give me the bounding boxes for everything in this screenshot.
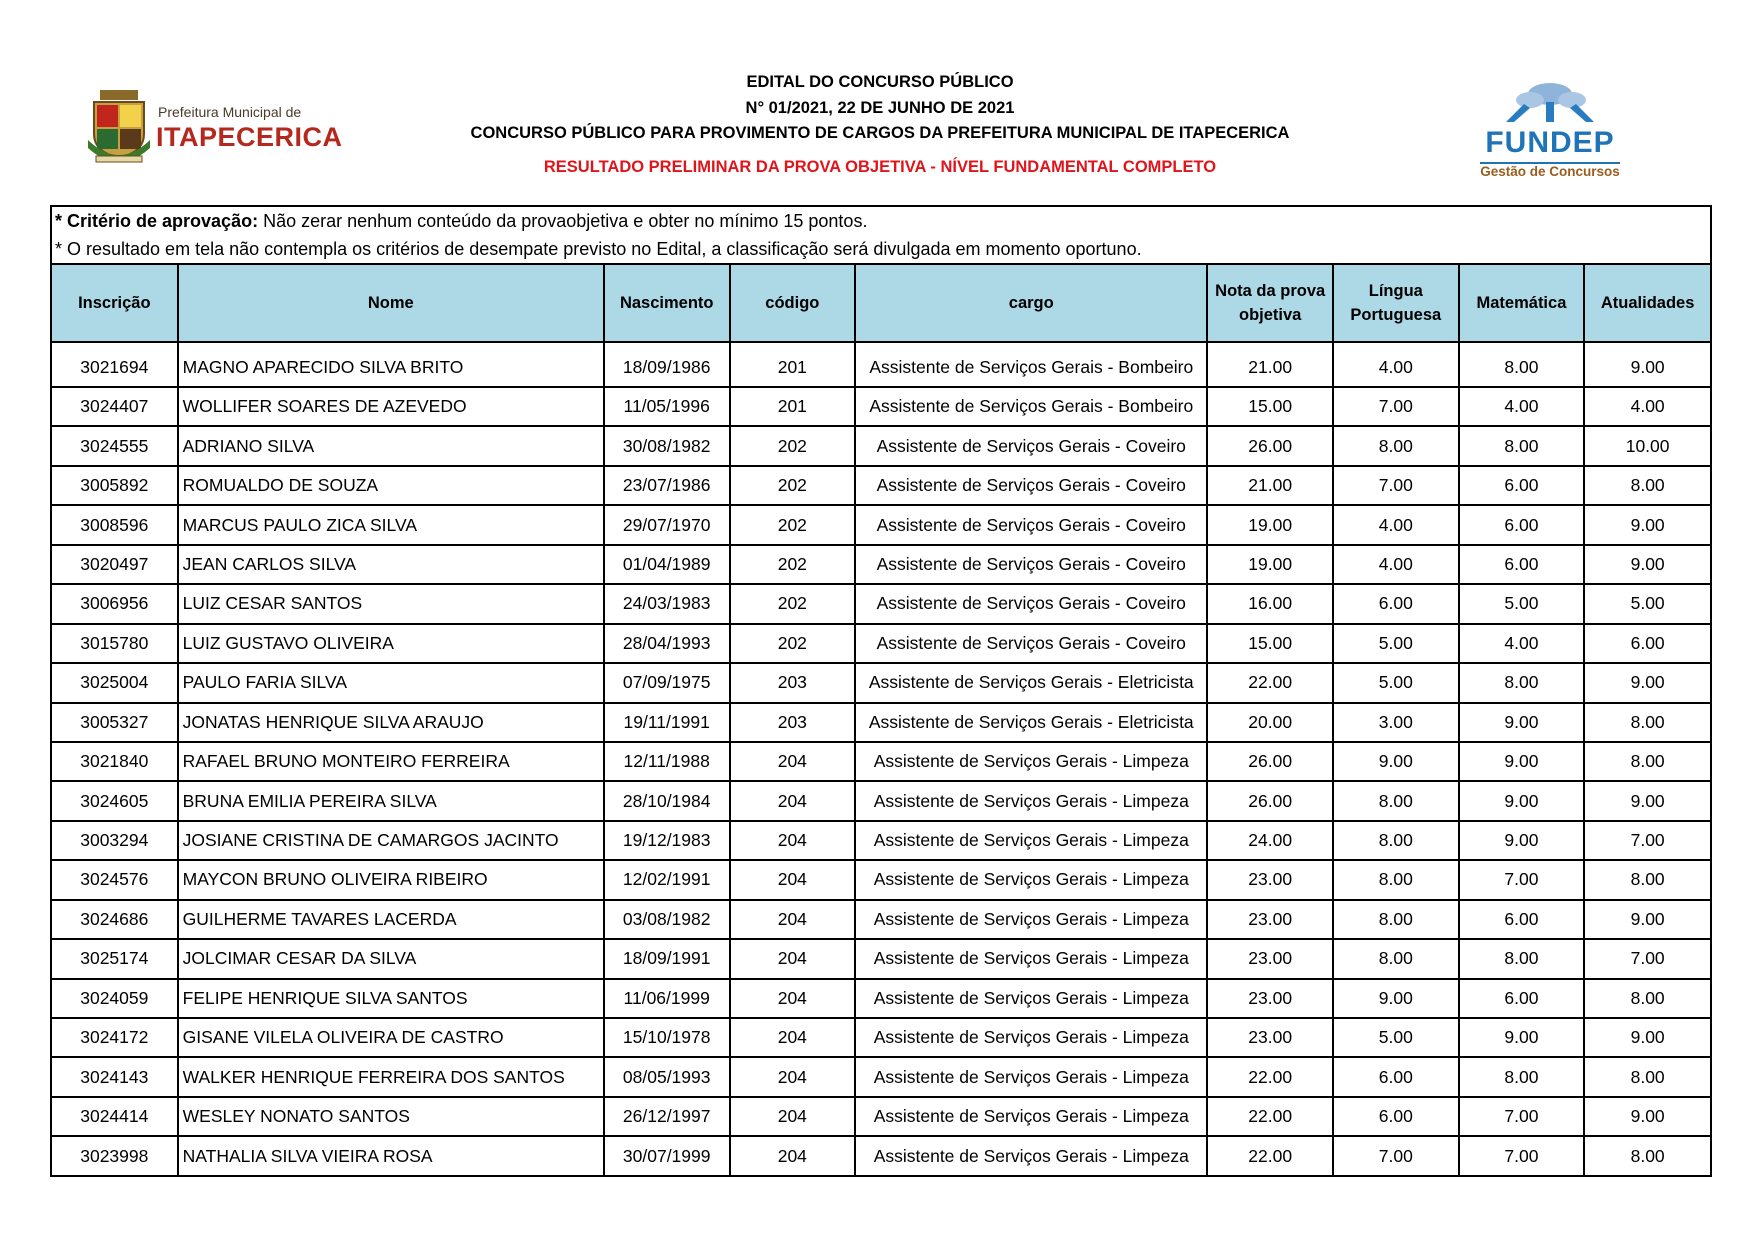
lingua-cell: 8.00 <box>1333 900 1459 939</box>
inscricao-cell: 3025004 <box>52 663 178 702</box>
table-row <box>52 781 1710 820</box>
cargo-cell: Assistente de Serviços Gerais - Limpeza <box>855 979 1207 1018</box>
inscricao-cell: 3024576 <box>52 860 178 899</box>
table-row <box>52 663 1710 702</box>
codigo-cell: 201 <box>730 387 856 426</box>
atualidades-cell: 7.00 <box>1584 821 1710 860</box>
nome-cell: FELIPE HENRIQUE SILVA SANTOS <box>178 979 604 1018</box>
nascimento-cell: 29/07/1970 <box>604 505 730 544</box>
nota-cell: 16.00 <box>1207 584 1333 623</box>
atualidades-cell: 8.00 <box>1584 466 1710 505</box>
table-row <box>52 939 1710 978</box>
atualidades-cell: 9.00 <box>1584 505 1710 544</box>
nascimento-cell: 12/02/1991 <box>604 860 730 899</box>
table-row <box>52 1018 1710 1057</box>
nota-cell: 19.00 <box>1207 505 1333 544</box>
lingua-cell: 6.00 <box>1333 584 1459 623</box>
atualidades-cell: 9.00 <box>1584 1018 1710 1057</box>
atualidades-cell: 9.00 <box>1584 545 1710 584</box>
cargo-cell: Assistente de Serviços Gerais - Coveiro <box>855 466 1207 505</box>
nascimento-cell: 15/10/1978 <box>604 1018 730 1057</box>
matematica-cell: 6.00 <box>1459 979 1585 1018</box>
inscricao-cell: 3008596 <box>52 505 178 544</box>
nascimento-cell: 30/07/1999 <box>604 1136 730 1174</box>
cargo-cell: Assistente de Serviços Gerais - Limpeza <box>855 860 1207 899</box>
nome-cell: JOLCIMAR CESAR DA SILVA <box>178 939 604 978</box>
matematica-cell: 6.00 <box>1459 545 1585 584</box>
cargo-cell: Assistente de Serviços Gerais - Coveiro <box>855 545 1207 584</box>
table-header-row <box>52 265 1710 342</box>
matematica-cell: 9.00 <box>1459 1018 1585 1057</box>
codigo-cell: 204 <box>730 821 856 860</box>
col-header-nome: Nome <box>178 265 604 342</box>
table-row <box>52 545 1710 584</box>
lingua-cell: 4.00 <box>1333 545 1459 584</box>
nome-cell: BRUNA EMILIA PEREIRA SILVA <box>178 781 604 820</box>
nota-cell: 23.00 <box>1207 900 1333 939</box>
nascimento-cell: 18/09/1991 <box>604 939 730 978</box>
nascimento-cell: 23/07/1986 <box>604 466 730 505</box>
nota-cell: 15.00 <box>1207 624 1333 663</box>
cargo-cell: Assistente de Serviços Gerais - Limpeza <box>855 900 1207 939</box>
table-row <box>52 624 1710 663</box>
title-line-3: CONCURSO PÚBLICO PARA PROVIMENTO DE CARGOS DA PREFEITURA MUNICIPAL DE ITAPECERICA <box>470 124 1290 142</box>
matematica-cell: 8.00 <box>1459 1057 1585 1096</box>
codigo-cell: 204 <box>730 781 856 820</box>
nome-cell: MAYCON BRUNO OLIVEIRA RIBEIRO <box>178 860 604 899</box>
codigo-cell: 202 <box>730 584 856 623</box>
col-header-inscricao: Inscrição <box>52 265 178 342</box>
codigo-cell: 202 <box>730 466 856 505</box>
nome-cell: ADRIANO SILVA <box>178 426 604 465</box>
city-crest-icon <box>86 90 152 166</box>
nascimento-cell: 26/12/1997 <box>604 1097 730 1136</box>
matematica-cell: 8.00 <box>1459 663 1585 702</box>
matematica-cell: 8.00 <box>1459 342 1585 387</box>
nota-cell: 24.00 <box>1207 821 1333 860</box>
fundep-logo <box>1470 78 1630 178</box>
nota-cell: 26.00 <box>1207 742 1333 781</box>
title-line-2: N° 01/2021, 22 DE JUNHO DE 2021 <box>745 98 1015 117</box>
nome-cell: JEAN CARLOS SILVA <box>178 545 604 584</box>
nota-cell: 23.00 <box>1207 979 1333 1018</box>
matematica-cell: 7.00 <box>1459 1136 1585 1174</box>
fundep-logo-name: FUNDEP <box>1485 126 1615 159</box>
col-header-codigo: código <box>730 265 856 342</box>
col-header-nota-line1: Nota da prova <box>1215 282 1326 300</box>
nascimento-cell: 11/06/1999 <box>604 979 730 1018</box>
matematica-cell: 7.00 <box>1459 860 1585 899</box>
nome-cell: RAFAEL BRUNO MONTEIRO FERREIRA <box>178 742 604 781</box>
table-row <box>52 821 1710 860</box>
nascimento-cell: 01/04/1989 <box>604 545 730 584</box>
results-sheet <box>50 205 1712 1177</box>
table-row <box>52 703 1710 742</box>
cargo-cell: Assistente de Serviços Gerais - Bombeiro <box>855 387 1207 426</box>
cargo-cell: Assistente de Serviços Gerais - Limpeza <box>855 1136 1207 1174</box>
inscricao-cell: 3025174 <box>52 939 178 978</box>
col-header-lingua-line2: Portuguesa <box>1350 306 1442 324</box>
lingua-cell: 7.00 <box>1333 466 1459 505</box>
cargo-cell: Assistente de Serviços Gerais - Limpeza <box>855 821 1207 860</box>
cargo-cell: Assistente de Serviços Gerais - Coveiro <box>855 426 1207 465</box>
atualidades-cell: 9.00 <box>1584 342 1710 387</box>
codigo-cell: 204 <box>730 860 856 899</box>
document-header <box>0 0 1755 200</box>
criteria-line-1 <box>55 207 1707 235</box>
table-body <box>52 342 1710 1175</box>
table-row <box>52 505 1710 544</box>
lingua-cell: 3.00 <box>1333 703 1459 742</box>
inscricao-cell: 3024059 <box>52 979 178 1018</box>
col-header-lingua-line1: Língua <box>1368 282 1423 300</box>
nota-cell: 15.00 <box>1207 387 1333 426</box>
matematica-cell: 8.00 <box>1459 426 1585 465</box>
matematica-cell: 8.00 <box>1459 939 1585 978</box>
inscricao-cell: 3024555 <box>52 426 178 465</box>
matematica-cell: 4.00 <box>1459 387 1585 426</box>
nome-cell: JOSIANE CRISTINA DE CAMARGOS JACINTO <box>178 821 604 860</box>
nascimento-cell: 28/10/1984 <box>604 781 730 820</box>
atualidades-cell: 10.00 <box>1584 426 1710 465</box>
nascimento-cell: 19/12/1983 <box>604 821 730 860</box>
nome-cell: GISANE VILELA OLIVEIRA DE CASTRO <box>178 1018 604 1057</box>
nota-cell: 26.00 <box>1207 426 1333 465</box>
cargo-cell: Assistente de Serviços Gerais - Limpeza <box>855 1057 1207 1096</box>
table-row <box>52 426 1710 465</box>
matematica-cell: 6.00 <box>1459 900 1585 939</box>
nome-cell: LUIZ GUSTAVO OLIVEIRA <box>178 624 604 663</box>
table-row <box>52 1136 1710 1174</box>
nome-cell: WOLLIFER SOARES DE AZEVEDO <box>178 387 604 426</box>
codigo-cell: 204 <box>730 939 856 978</box>
codigo-cell: 201 <box>730 342 856 387</box>
lingua-cell: 8.00 <box>1333 860 1459 899</box>
prefeitura-logo-line2: ITAPECERICA <box>156 122 343 152</box>
inscricao-cell: 3006956 <box>52 584 178 623</box>
nascimento-cell: 03/08/1982 <box>604 900 730 939</box>
nascimento-cell: 08/05/1993 <box>604 1057 730 1096</box>
table-row <box>52 900 1710 939</box>
table-row <box>52 466 1710 505</box>
codigo-cell: 204 <box>730 1018 856 1057</box>
lingua-cell: 4.00 <box>1333 342 1459 387</box>
matematica-cell: 6.00 <box>1459 466 1585 505</box>
lingua-cell: 8.00 <box>1333 821 1459 860</box>
col-header-lingua <box>1333 265 1459 342</box>
nascimento-cell: 07/09/1975 <box>604 663 730 702</box>
codigo-cell: 202 <box>730 545 856 584</box>
codigo-cell: 204 <box>730 979 856 1018</box>
criteria-line-2: * O resultado em tela não contempla os critérios de desempate previsto no Edital, a classificação será divulgada em momento oportuno. <box>55 239 1142 259</box>
matematica-cell: 6.00 <box>1459 505 1585 544</box>
cargo-cell: Assistente de Serviços Gerais - Coveiro <box>855 624 1207 663</box>
approval-criteria <box>52 207 1710 265</box>
nome-cell: PAULO FARIA SILVA <box>178 663 604 702</box>
atualidades-cell: 4.00 <box>1584 387 1710 426</box>
codigo-cell: 204 <box>730 742 856 781</box>
nota-cell: 21.00 <box>1207 466 1333 505</box>
inscricao-cell: 3015780 <box>52 624 178 663</box>
nome-cell: LUIZ CESAR SANTOS <box>178 584 604 623</box>
lingua-cell: 6.00 <box>1333 1097 1459 1136</box>
nascimento-cell: 18/09/1986 <box>604 342 730 387</box>
fundep-cloud-icon <box>1500 78 1600 124</box>
codigo-cell: 203 <box>730 663 856 702</box>
cargo-cell: Assistente de Serviços Gerais - Limpeza <box>855 781 1207 820</box>
table-row <box>52 584 1710 623</box>
table-row <box>52 979 1710 1018</box>
matematica-cell: 5.00 <box>1459 584 1585 623</box>
nome-cell: MARCUS PAULO ZICA SILVA <box>178 505 604 544</box>
nota-cell: 23.00 <box>1207 860 1333 899</box>
cargo-cell: Assistente de Serviços Gerais - Limpeza <box>855 742 1207 781</box>
atualidades-cell: 8.00 <box>1584 703 1710 742</box>
codigo-cell: 204 <box>730 1057 856 1096</box>
cargo-cell: Assistente de Serviços Gerais - Limpeza <box>855 1097 1207 1136</box>
cargo-cell: Assistente de Serviços Gerais - Eletricista <box>855 703 1207 742</box>
nota-cell: 23.00 <box>1207 939 1333 978</box>
inscricao-cell: 3024605 <box>52 781 178 820</box>
inscricao-cell: 3023998 <box>52 1136 178 1174</box>
atualidades-cell: 8.00 <box>1584 860 1710 899</box>
lingua-cell: 7.00 <box>1333 387 1459 426</box>
inscricao-cell: 3020497 <box>52 545 178 584</box>
cargo-cell: Assistente de Serviços Gerais - Limpeza <box>855 1018 1207 1057</box>
table-row <box>52 342 1710 387</box>
table-row <box>52 860 1710 899</box>
lingua-cell: 8.00 <box>1333 781 1459 820</box>
nome-cell: ROMUALDO DE SOUZA <box>178 466 604 505</box>
lingua-cell: 5.00 <box>1333 663 1459 702</box>
atualidades-cell: 9.00 <box>1584 781 1710 820</box>
lingua-cell: 8.00 <box>1333 939 1459 978</box>
nota-cell: 22.00 <box>1207 663 1333 702</box>
lingua-cell: 7.00 <box>1333 1136 1459 1174</box>
nome-cell: GUILHERME TAVARES LACERDA <box>178 900 604 939</box>
nota-cell: 23.00 <box>1207 1018 1333 1057</box>
nome-cell: WALKER HENRIQUE FERREIRA DOS SANTOS <box>178 1057 604 1096</box>
matematica-cell: 9.00 <box>1459 742 1585 781</box>
col-header-matematica: Matemática <box>1459 265 1585 342</box>
cargo-cell: Assistente de Serviços Gerais - Bombeiro <box>855 342 1207 387</box>
codigo-cell: 204 <box>730 900 856 939</box>
nome-cell: JONATAS HENRIQUE SILVA ARAUJO <box>178 703 604 742</box>
nota-cell: 22.00 <box>1207 1136 1333 1174</box>
cargo-cell: Assistente de Serviços Gerais - Coveiro <box>855 505 1207 544</box>
nota-cell: 19.00 <box>1207 545 1333 584</box>
table-row <box>52 387 1710 426</box>
atualidades-cell: 8.00 <box>1584 979 1710 1018</box>
codigo-cell: 204 <box>730 1097 856 1136</box>
nascimento-cell: 19/11/1991 <box>604 703 730 742</box>
table-row <box>52 1097 1710 1136</box>
nota-cell: 21.00 <box>1207 342 1333 387</box>
lingua-cell: 9.00 <box>1333 742 1459 781</box>
title-line-1: EDITAL DO CONCURSO PÚBLICO <box>746 73 1014 91</box>
nascimento-cell: 28/04/1993 <box>604 624 730 663</box>
col-header-nota-line2: objetiva <box>1239 306 1302 324</box>
nome-cell: WESLEY NONATO SANTOS <box>178 1097 604 1136</box>
results-table <box>52 265 1710 1175</box>
inscricao-cell: 3024407 <box>52 387 178 426</box>
lingua-cell: 9.00 <box>1333 979 1459 1018</box>
matematica-cell: 9.00 <box>1459 821 1585 860</box>
cargo-cell: Assistente de Serviços Gerais - Limpeza <box>855 939 1207 978</box>
prefeitura-logo-line1: Prefeitura Municipal de <box>158 104 302 120</box>
nascimento-cell: 11/05/1996 <box>604 387 730 426</box>
cargo-cell: Assistente de Serviços Gerais - Coveiro <box>855 584 1207 623</box>
inscricao-cell: 3024172 <box>52 1018 178 1057</box>
atualidades-cell: 8.00 <box>1584 742 1710 781</box>
criteria-label: * Critério de aprovação: <box>55 211 259 231</box>
atualidades-cell: 9.00 <box>1584 1097 1710 1136</box>
inscricao-cell: 3021694 <box>80 356 149 377</box>
atualidades-cell: 5.00 <box>1584 584 1710 623</box>
nota-cell: 22.00 <box>1207 1057 1333 1096</box>
criteria-text: Não zerar nenhum conteúdo da provaobjetiva e obter no mínimo 15 pontos. <box>258 211 868 231</box>
inscricao-cell: 3024686 <box>52 900 178 939</box>
prefeitura-logo <box>80 90 343 170</box>
nome-cell: MAGNO APARECIDO SILVA BRITO <box>178 342 604 387</box>
atualidades-cell: 7.00 <box>1584 939 1710 978</box>
codigo-cell: 203 <box>730 703 856 742</box>
cargo-cell: Assistente de Serviços Gerais - Eletricista <box>855 663 1207 702</box>
atualidades-cell: 9.00 <box>1584 900 1710 939</box>
lingua-cell: 5.00 <box>1333 624 1459 663</box>
col-header-cargo: cargo <box>855 265 1207 342</box>
table-row <box>52 742 1710 781</box>
nome-cell: NATHALIA SILVA VIEIRA ROSA <box>178 1136 604 1174</box>
inscricao-cell: 3024414 <box>52 1097 178 1136</box>
codigo-cell: 202 <box>730 505 856 544</box>
codigo-cell: 204 <box>730 1136 856 1174</box>
nota-cell: 22.00 <box>1207 1097 1333 1136</box>
lingua-cell: 5.00 <box>1333 1018 1459 1057</box>
col-header-atualidades: Atualidades <box>1584 265 1710 342</box>
lingua-cell: 8.00 <box>1333 426 1459 465</box>
codigo-cell: 202 <box>730 624 856 663</box>
lingua-cell: 6.00 <box>1333 1057 1459 1096</box>
inscricao-cell: 3003294 <box>52 821 178 860</box>
fundep-logo-tagline: Gestão de Concursos <box>1480 164 1620 179</box>
atualidades-cell: 9.00 <box>1584 663 1710 702</box>
atualidades-cell: 6.00 <box>1584 624 1710 663</box>
col-header-nota <box>1207 265 1333 342</box>
codigo-cell: 202 <box>730 426 856 465</box>
matematica-cell: 9.00 <box>1459 781 1585 820</box>
nascimento-cell: 30/08/1982 <box>604 426 730 465</box>
nascimento-cell: 24/03/1983 <box>604 584 730 623</box>
nota-cell: 20.00 <box>1207 703 1333 742</box>
inscricao-cell: 3005327 <box>52 703 178 742</box>
matematica-cell: 7.00 <box>1459 1097 1585 1136</box>
result-subtitle: RESULTADO PRELIMINAR DA PROVA OBJETIVA - NÍVEL FUNDAMENTAL COMPLETO <box>543 157 1217 176</box>
matematica-cell: 9.00 <box>1459 703 1585 742</box>
matematica-cell: 4.00 <box>1459 624 1585 663</box>
inscricao-cell: 3005892 <box>52 466 178 505</box>
table-row <box>52 1057 1710 1096</box>
nota-cell: 26.00 <box>1207 781 1333 820</box>
col-header-nascimento: Nascimento <box>604 265 730 342</box>
atualidades-cell: 8.00 <box>1584 1057 1710 1096</box>
lingua-cell: 4.00 <box>1333 505 1459 544</box>
inscricao-cell: 3021840 <box>52 742 178 781</box>
document-titles <box>420 70 1340 180</box>
atualidades-cell: 8.00 <box>1584 1136 1710 1174</box>
nascimento-cell: 12/11/1988 <box>604 742 730 781</box>
inscricao-cell: 3024143 <box>52 1057 178 1096</box>
